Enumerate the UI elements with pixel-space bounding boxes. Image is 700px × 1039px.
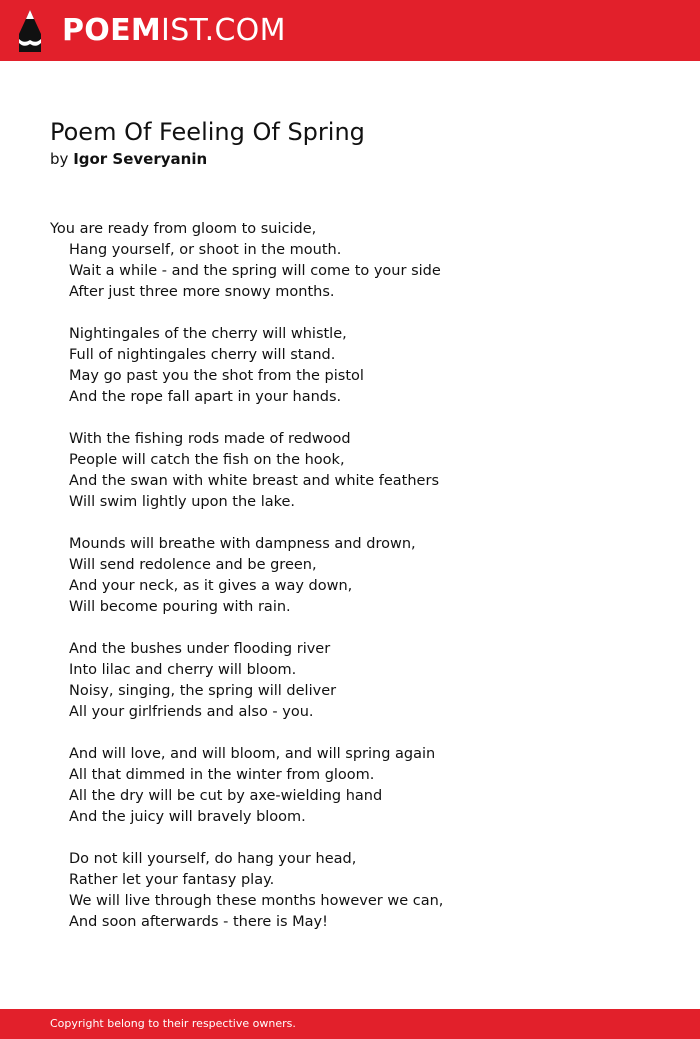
- poem-line: People will catch the fish on the hook,: [69, 452, 345, 468]
- poem-stanza: [50, 219, 650, 303]
- poem-byline: [50, 149, 207, 169]
- poem-line: And soon afterwards - there is May!: [69, 914, 328, 930]
- poem-line: Noisy, singing, the spring will deliver: [69, 683, 337, 699]
- site-footer: [0, 1009, 700, 1039]
- logo-light-text: IST.COM: [161, 13, 286, 48]
- site-header: [0, 0, 700, 61]
- poem-line: And your neck, as it gives a way down,: [69, 578, 353, 594]
- poem-line: Rather let your fantasy play.: [69, 872, 275, 888]
- poem-line: Nightingales of the cherry will whistle,: [69, 326, 347, 342]
- poem-line: And the swan with white breast and white feathers: [69, 473, 439, 489]
- poem-line: Will swim lightly upon the lake.: [69, 494, 296, 510]
- poem-stanza: [50, 744, 650, 828]
- poem-line: All that dimmed in the winter from gloom.: [69, 767, 375, 783]
- poem-line: Into lilac and cherry will bloom.: [69, 662, 297, 678]
- poem-stanza: [50, 429, 650, 513]
- pencil-tip-icon[interactable]: [17, 9, 43, 53]
- poem-author: Igor Severyanin: [73, 150, 208, 168]
- poem-line: All your girlfriends and also - you.: [69, 704, 314, 720]
- poem-stanza: [50, 639, 650, 723]
- by-label: by: [50, 150, 69, 168]
- poem-line: Do not kill yourself, do hang your head,: [69, 851, 357, 867]
- poem-line: And the juicy will bravely bloom.: [69, 809, 306, 825]
- poem-line: And will love, and will bloom, and will spring again: [69, 746, 436, 762]
- poem-line: Will become pouring with rain.: [69, 599, 291, 615]
- poem-line: You are ready from gloom to suicide,: [50, 221, 317, 237]
- logo-bold-text: POEM: [62, 13, 162, 48]
- poem-line: And the bushes under flooding river: [69, 641, 331, 657]
- poem-title: Poem Of Feeling Of Spring: [50, 118, 365, 146]
- poem-line: We will live through these months however we can,: [69, 893, 444, 909]
- poem-line: Full of nightingales cherry will stand.: [69, 347, 336, 363]
- poem-stanza: [50, 324, 650, 408]
- poem-line: Will send redolence and be green,: [69, 557, 317, 573]
- poem-line: With the fishing rods made of redwood: [69, 431, 351, 447]
- poem-stanza: [50, 534, 650, 618]
- poem-line: And the rope fall apart in your hands.: [69, 389, 342, 405]
- poem-stanza: [50, 849, 650, 933]
- site-logo[interactable]: [62, 11, 286, 51]
- poem-line: Wait a while - and the spring will come to your side: [69, 263, 441, 279]
- poem-line: Mounds will breathe with dampness and drown,: [69, 536, 416, 552]
- poem-line: May go past you the shot from the pistol: [69, 368, 364, 384]
- poem-line: After just three more snowy months.: [69, 284, 335, 300]
- copyright-notice: Copyright belong to their respective owners.: [50, 1017, 296, 1030]
- poem-body: [50, 219, 650, 954]
- poem-line: Hang yourself, or shoot in the mouth.: [69, 242, 342, 258]
- poem-line: All the dry will be cut by axe-wielding hand: [69, 788, 383, 804]
